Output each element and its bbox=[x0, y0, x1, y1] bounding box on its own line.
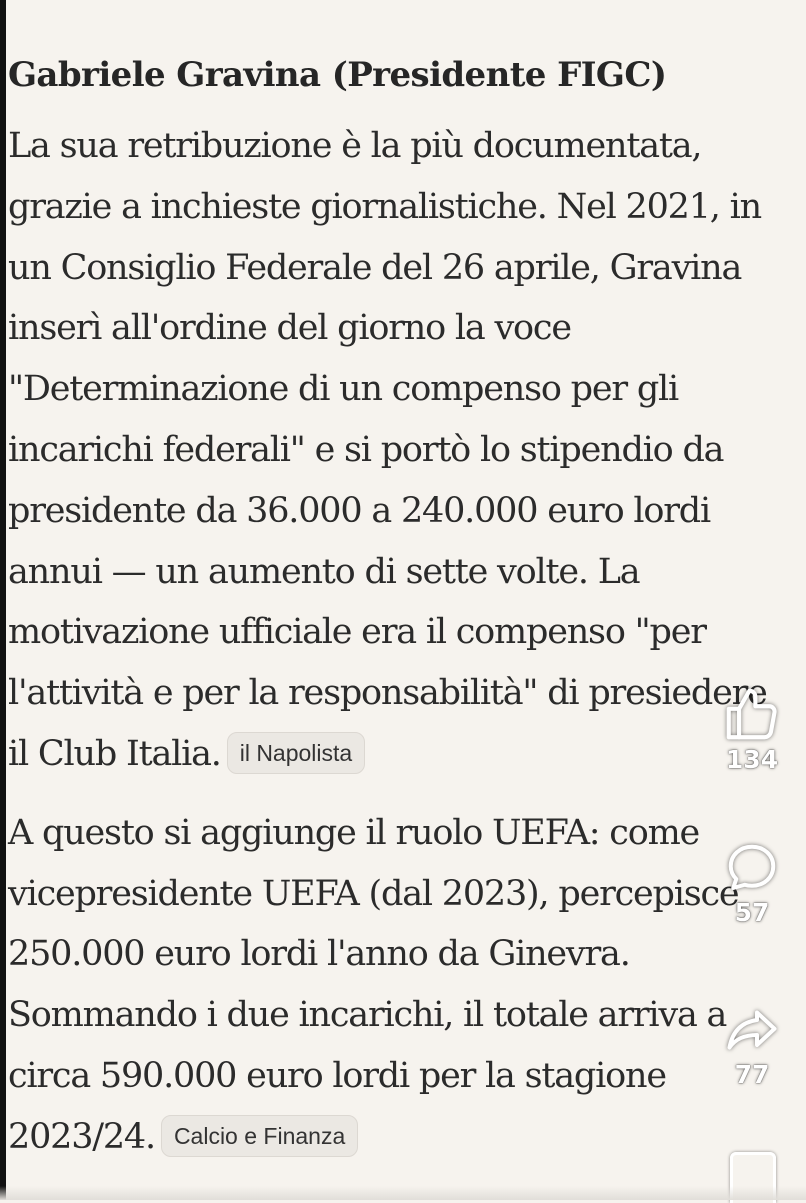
share-icon bbox=[722, 1000, 782, 1060]
paragraph-2-text: A questo si aggiunge il ruolo UEFA: come vicepresidente UEFA (dal 2023), percepisce 250.000 euro lordi l'anno da Ginevra. Sommando i due incarichi, il totale arriva a circa 590.000 euro lordi per la stagione 2023/24. bbox=[8, 812, 739, 1157]
thumbs-up-icon bbox=[721, 683, 783, 745]
share-count: 77 bbox=[734, 1060, 770, 1089]
article bbox=[8, 44, 768, 1186]
comment-count: 57 bbox=[734, 898, 770, 927]
paragraph-1 bbox=[8, 116, 788, 785]
source-chip-calcio-finanza[interactable]: Calcio e Finanza bbox=[161, 1115, 358, 1157]
source-chip-napolista[interactable]: il Napolista bbox=[227, 732, 366, 774]
like-count: 134 bbox=[725, 745, 779, 774]
like-button[interactable] bbox=[704, 683, 800, 775]
section-title: Gabriele Gravina (Presidente FIGC) bbox=[8, 55, 667, 95]
bottom-fade bbox=[0, 1186, 806, 1200]
paragraph-2 bbox=[8, 803, 788, 1168]
paragraph-1-text: La sua retribuzione è la più documentata, grazie a inchieste giornalistiche. Nel 2021, in un Consiglio Federale del 26 aprile, Gravina inserì all'ordine del giorno la voce "Determinazione di un compenso per gli incarichi federali" e si portò lo stipendio da presidente da 36.000 a 240.000 euro lordi annui — un aumento di sette volte. La motivazione ufficiale era il compenso "per l'attività e per la responsabilità" di presiedere il Club Italia. bbox=[8, 126, 767, 774]
comment-icon bbox=[722, 838, 782, 898]
share-button[interactable] bbox=[704, 1000, 800, 1090]
screen-edge bbox=[0, 0, 6, 1200]
comment-button[interactable] bbox=[704, 838, 800, 928]
